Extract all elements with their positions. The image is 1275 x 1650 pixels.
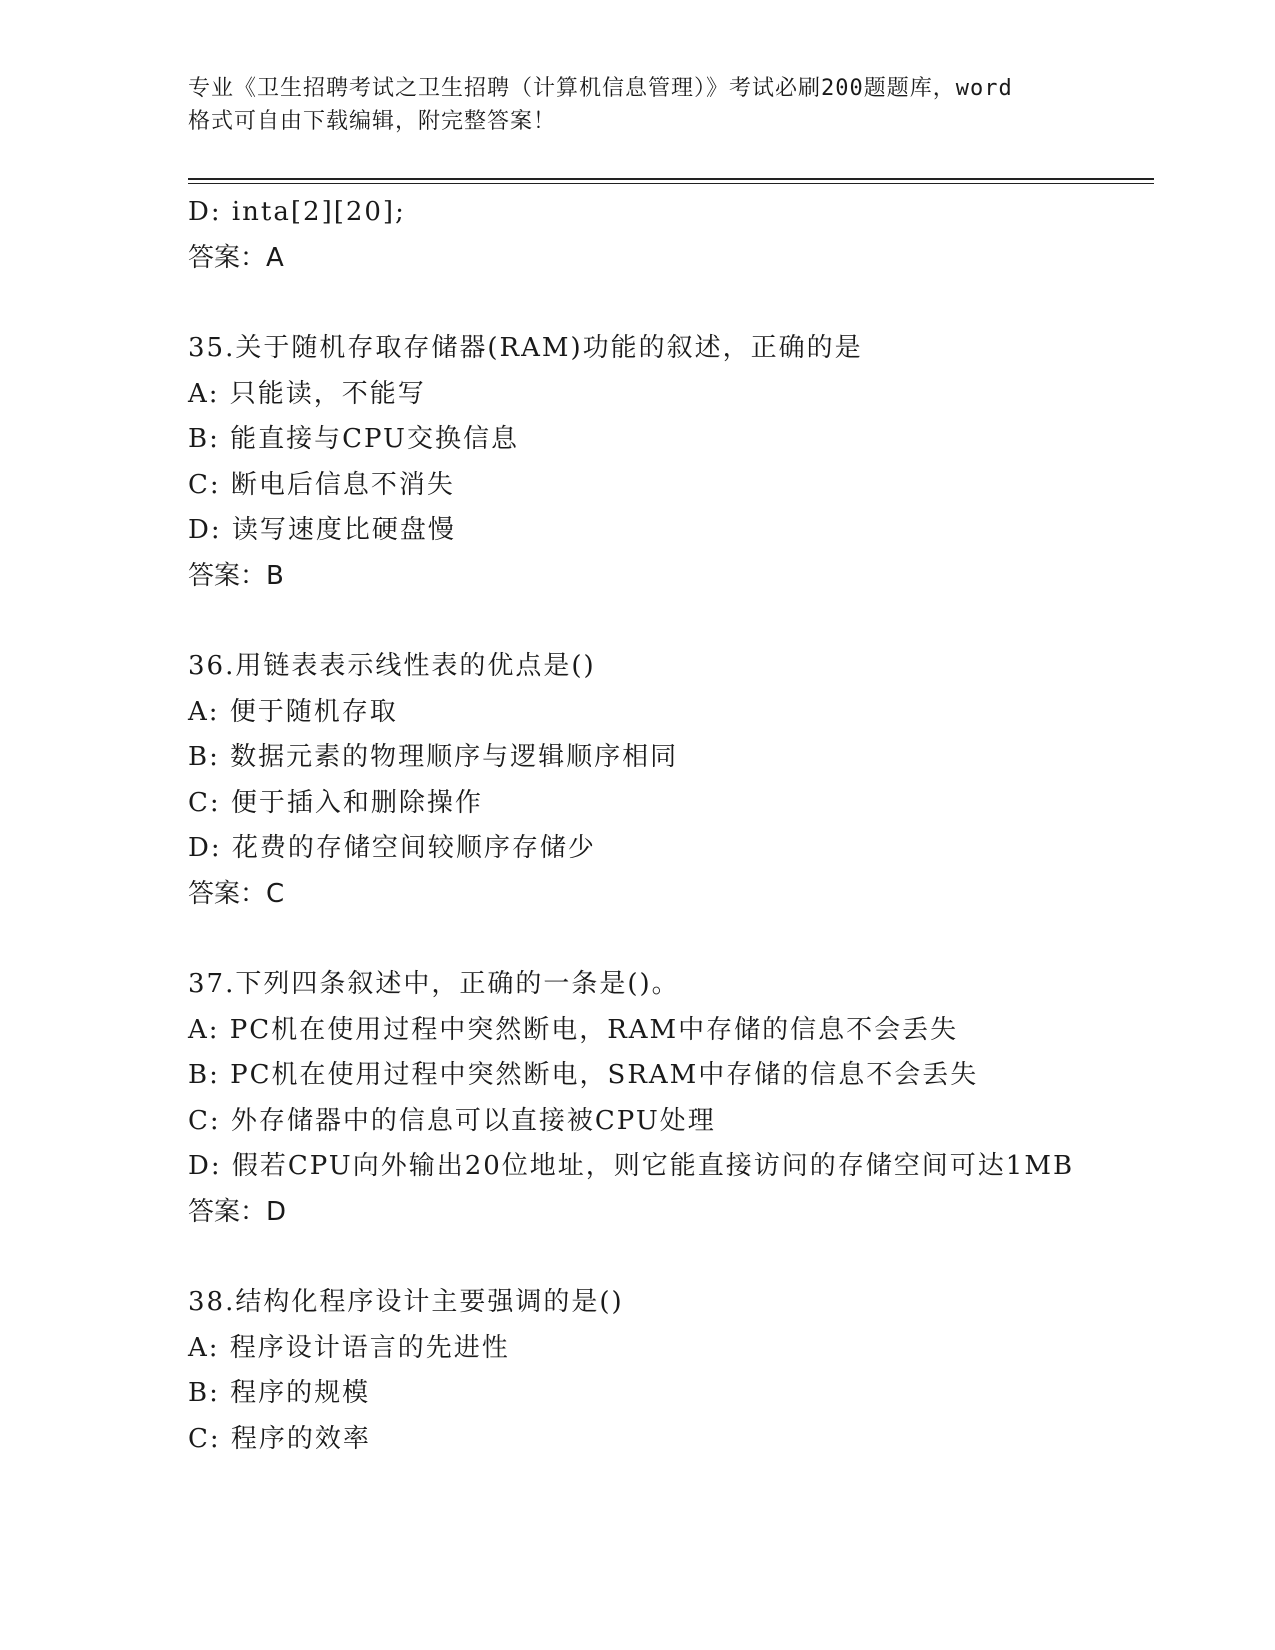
spacer — [188, 599, 1188, 644]
option-c: C: 便于插入和删除操作 — [188, 787, 483, 818]
question-stem: 36.用链表表示线性表的优点是() — [188, 651, 596, 681]
option-a: A: 程序设计语言的先进性 — [188, 1332, 510, 1363]
option-a: A: 只能读，不能写 — [188, 378, 426, 409]
option-c: C: 程序的效率 — [188, 1423, 371, 1454]
question-block-38 — [188, 1280, 1188, 1462]
question-stem: 38.结构化程序设计主要强调的是() — [188, 1287, 624, 1317]
spacer — [188, 281, 1188, 326]
answer-line: 答案：B — [188, 560, 284, 591]
question-stem: 37.下列四条叙述中，正确的一条是()。 — [188, 969, 680, 999]
spacer — [188, 917, 1188, 962]
option-b: B: 能直接与CPU交换信息 — [188, 424, 519, 454]
option-d: D: 读写速度比硬盘慢 — [188, 515, 456, 545]
option-b: B: 程序的规模 — [188, 1378, 371, 1408]
question-block-35 — [188, 326, 1188, 599]
question-block-36 — [188, 644, 1188, 917]
option-b: B: 数据元素的物理顺序与逻辑顺序相同 — [188, 742, 679, 772]
option-c: C: 断电后信息不消失 — [188, 469, 455, 500]
answer-line: 答案：C — [188, 878, 285, 909]
question-list — [188, 190, 1188, 1462]
option-d: D: 花费的存储空间较顺序存储少 — [188, 833, 596, 863]
header-title-line-2: 格式可自由下载编辑，附完整答案！ — [188, 109, 557, 134]
option-a: A: 便于随机存取 — [188, 696, 398, 727]
header-rule-thin — [188, 183, 1154, 184]
header-rule-thick — [188, 178, 1154, 180]
question-stem: 35.关于随机存取存储器(RAM)功能的叙述，正确的是 — [188, 333, 863, 363]
option-c: C: 外存储器中的信息可以直接被CPU处理 — [188, 1105, 716, 1136]
answer-line: 答案：D — [188, 1196, 287, 1227]
answer-line: 答案：A — [188, 242, 284, 273]
option-d-continued: D: inta[2][20]; — [188, 197, 406, 227]
option-a: A: PC机在使用过程中突然断电，RAM中存储的信息不会丢失 — [188, 1014, 959, 1045]
header-title-line-1: 专业《卫生招聘考试之卫生招聘（计算机信息管理）》考试必刷200题题库，word — [188, 76, 1013, 101]
spacer — [188, 1235, 1188, 1280]
option-d: D: 假若CPU向外输出20位地址，则它能直接访问的存储空间可达1MB — [188, 1151, 1075, 1181]
option-b: B: PC机在使用过程中突然断电，SRAM中存储的信息不会丢失 — [188, 1060, 979, 1090]
document-header — [188, 72, 1108, 138]
question-block-37 — [188, 962, 1188, 1235]
